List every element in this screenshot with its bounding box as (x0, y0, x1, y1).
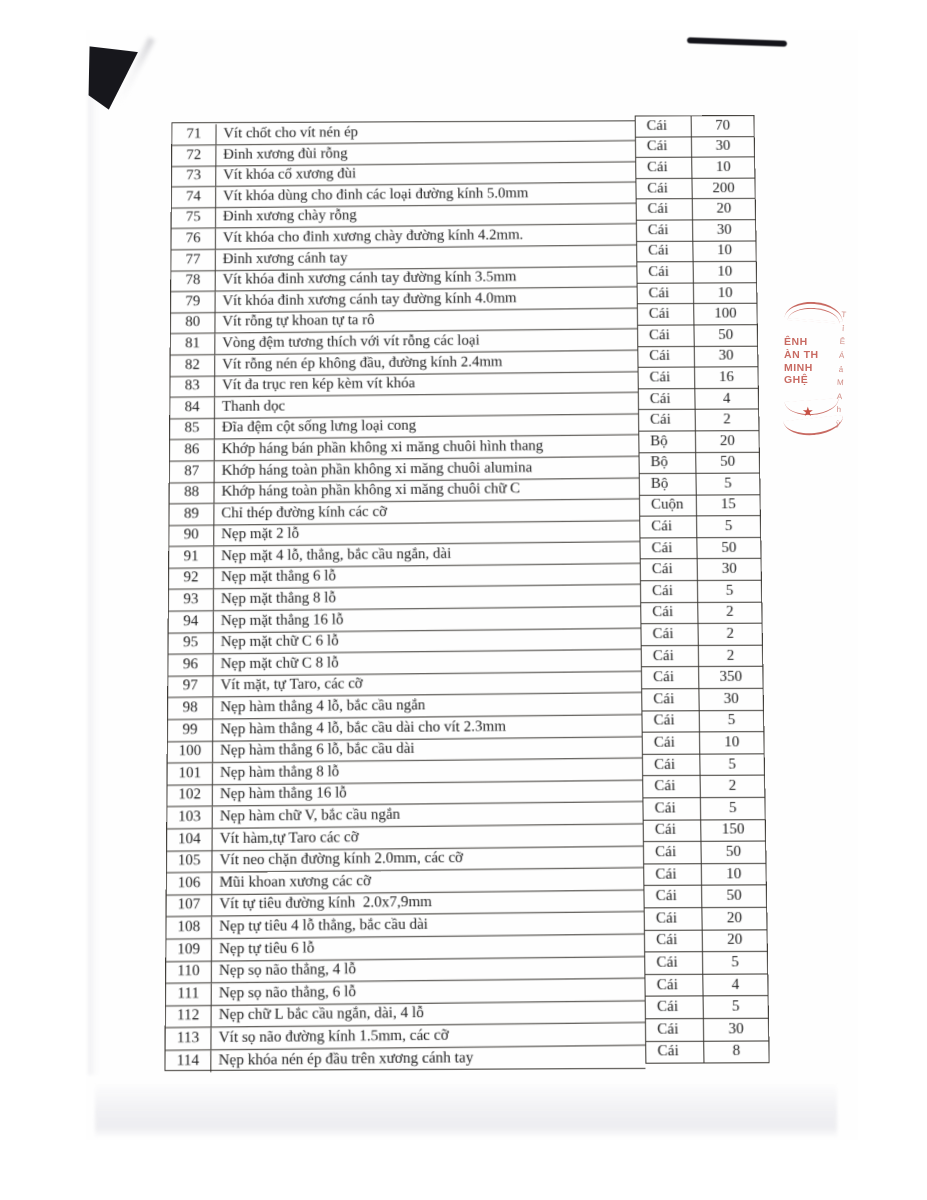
item-description-cell: Vít đa trục ren kép kèm vít khóa (222, 375, 416, 394)
item-description-cell: Nẹp mặt thẳng 6 lỗ (221, 568, 337, 586)
row-number-cell: 102 (167, 785, 212, 806)
table-row-right (636, 116, 754, 137)
item-unit-cell: Cái (637, 220, 693, 240)
item-description-cell: Nẹp hàm thẳng 16 lỗ (219, 785, 347, 803)
item-quantity-cell: 30 (718, 348, 734, 364)
item-description-cell: Vít tự tiêu đường kính 2.0x7,9mm (219, 893, 433, 913)
item-unit-cell: Cái (643, 733, 701, 754)
item-quantity-cell: 5 (731, 998, 740, 1015)
item-description-cell: Nẹp khóa nén ép đầu trên xương cánh tay (218, 1048, 474, 1069)
row-number-cell: 82 (171, 355, 216, 376)
item-description-cell: Nẹp hàm thẳng 8 lỗ (220, 763, 340, 781)
item-unit-cell: Cái (644, 864, 702, 885)
item-unit-cell: Cuộn (640, 495, 697, 516)
table-row-right (643, 732, 764, 754)
item-unit-cell: Cái (636, 137, 692, 157)
table-row-right (645, 974, 767, 997)
row-number-cell: 105 (167, 850, 213, 871)
row-number-cell: 108 (166, 917, 212, 939)
row-number-cell: 79 (171, 291, 216, 312)
item-quantity-cell: 30 (716, 221, 732, 238)
item-unit-cell: Cái (640, 538, 697, 559)
item-quantity-cell: 50 (721, 539, 737, 556)
row-number-cell: 113 (166, 1028, 212, 1050)
item-unit-cell: Cái (638, 304, 695, 324)
row-number-cell: 72 (172, 145, 216, 165)
item-unit-cell: Cái (643, 754, 701, 775)
row-number-cell: 78 (171, 270, 215, 290)
row-number-cell: 109 (166, 939, 212, 961)
item-unit-cell: Cái (636, 158, 692, 178)
row-number-cell: 71 (172, 124, 216, 144)
item-quantity-cell: 2 (726, 647, 735, 664)
item-quantity-cell: 4 (722, 390, 731, 407)
item-description-cell: Nẹp sọ não thẳng, 6 lỗ (218, 983, 357, 1002)
item-description-cell: Vít rỗng tự khoan tự ta rô (222, 312, 375, 330)
item-quantity-cell: 30 (728, 1020, 744, 1038)
row-number-cell: 94 (169, 611, 214, 632)
item-quantity-cell: 20 (716, 201, 732, 217)
table-row-right (646, 996, 768, 1019)
table-row-right (639, 452, 759, 474)
item-unit-cell: Cái (643, 776, 701, 797)
table-row-right (643, 754, 764, 776)
item-unit-cell: Cái (646, 1041, 704, 1063)
item-quantity-cell: 10 (717, 242, 733, 259)
item-unit-cell: Cái (639, 410, 696, 431)
table-row-right (640, 538, 760, 560)
item-description-cell: Mũi khoan xương các cỡ (219, 872, 372, 891)
items-table (164, 117, 769, 1071)
item-quantity-cell: 2 (723, 411, 731, 428)
table-right-grid (635, 115, 770, 1064)
item-unit-cell: Cái (638, 347, 695, 367)
table-row-right (639, 367, 758, 389)
item-quantity-cell: 2 (728, 777, 737, 795)
item-unit-cell: Bộ (639, 431, 696, 452)
table-row-right (640, 516, 760, 538)
table-row-right (640, 474, 760, 496)
table-row-right (637, 199, 755, 220)
row-number-cell: 96 (168, 654, 213, 675)
stamp-text-line: MINH (784, 361, 813, 374)
item-quantity-cell: 30 (715, 138, 731, 155)
item-quantity-cell: 5 (728, 756, 737, 773)
table-row-right (639, 389, 758, 411)
item-unit-cell: Cái (637, 262, 694, 282)
item-description-cell: Nẹp hàm thẳng 4 lỗ, bắc cầu dài cho vít 2.3mm (220, 717, 507, 738)
table-row-right (645, 930, 767, 953)
item-unit-cell: Cái (644, 820, 702, 841)
row-number-cell: 93 (169, 589, 214, 610)
item-description-cell: Nẹp mặt 2 lỗ (221, 525, 300, 543)
row-number-cell: 86 (170, 439, 215, 460)
item-description-cell: Đinh xương đùi rỗng (223, 145, 348, 163)
item-unit-cell: Cái (644, 842, 702, 863)
item-description-cell: Nẹp hàm thẳng 6 lỗ, bắc cầu dài (220, 740, 415, 759)
item-unit-cell: Cái (642, 646, 699, 667)
item-description-cell: Vít khóa cổ xương đùi (223, 166, 357, 183)
item-unit-cell: Bộ (639, 453, 696, 474)
item-quantity-cell: 10 (726, 865, 742, 883)
row-number-cell: 98 (168, 697, 213, 718)
item-quantity-cell: 10 (715, 159, 731, 175)
item-quantity-cell: 30 (721, 561, 737, 578)
item-quantity-cell: 5 (731, 954, 740, 971)
stamp-star-icon: ★ (802, 404, 814, 419)
table-row-right (646, 1041, 768, 1063)
overlap-seal-stamp (782, 296, 850, 444)
item-unit-cell: Cái (645, 952, 703, 973)
row-number-cell: 112 (166, 1005, 212, 1027)
row-number-cell: 104 (167, 828, 212, 849)
table-row-right (642, 646, 763, 668)
item-unit-cell: Cái (645, 908, 703, 929)
item-description-cell: Khớp háng toàn phần không xi măng chuôi chữ C (221, 480, 521, 500)
row-number-cell: 84 (170, 397, 215, 418)
row-number-cell: 74 (172, 187, 216, 207)
item-unit-cell: Cái (638, 325, 695, 345)
item-unit-cell: Cái (641, 624, 698, 645)
item-quantity-cell: 50 (725, 843, 742, 861)
item-unit-cell: Cái (639, 389, 696, 409)
item-quantity-cell: 4 (731, 976, 740, 993)
item-description-cell: Vít khóa cho đinh xương chày đường kính 4.2mm. (222, 226, 524, 246)
table-row-right (644, 842, 766, 865)
item-quantity-cell: 30 (723, 690, 739, 707)
stamp-edge-mark: M (836, 377, 844, 388)
item-quantity-cell: 350 (719, 669, 743, 686)
row-number-cell: 89 (170, 503, 215, 524)
row-number-cell: 110 (166, 961, 212, 983)
item-description-cell: Nẹp hàm chữ V, bắc cầu ngắn (219, 806, 401, 825)
stamp-edge-mark: Á (838, 350, 845, 361)
item-unit-cell: Cái (638, 283, 695, 303)
item-description-cell: Khớp háng toàn phần không xi măng chuôi alumina (221, 459, 533, 479)
table-row-right (645, 952, 767, 975)
item-description-cell: Vít rỗng nén ép không đầu, đường kính 2.4mm (222, 353, 503, 372)
table-row-right (638, 283, 757, 305)
item-quantity-cell: 20 (719, 432, 735, 449)
row-number-cell: 83 (170, 376, 215, 397)
item-description-cell: Nẹp mặt thẳng 8 lỗ (220, 589, 337, 608)
item-unit-cell: Cái (645, 975, 703, 996)
item-description-cell: Nẹp tự tiêu 6 lỗ (219, 939, 315, 957)
item-description-cell: Vòng đệm tương thích với vít rỗng các loại (222, 332, 480, 351)
item-description-cell: Vít neo chặn đường kính 2.0mm, các cỡ (219, 849, 464, 869)
stamp-edge-mark: T (841, 309, 847, 320)
table-row-right (644, 820, 765, 842)
row-number-cell: 80 (171, 312, 216, 333)
table-row-right (642, 711, 763, 733)
item-description-cell: Nẹp tự tiêu 4 lỗ thẳng, bắc cầu dài (219, 916, 429, 935)
table-row-right (643, 798, 764, 820)
item-quantity-cell: 10 (717, 263, 733, 280)
item-quantity-cell: 50 (726, 887, 742, 905)
table-row-right (639, 410, 758, 432)
stamp-text-line: ÀN TH (784, 348, 819, 361)
row-number-cell: 81 (171, 333, 216, 354)
item-unit-cell: Cái (646, 997, 704, 1018)
row-number-cell: 92 (169, 568, 214, 589)
table-row-right (638, 304, 757, 326)
row-number-cell: 77 (171, 249, 215, 269)
table-row-right (645, 908, 767, 931)
item-description-cell: Nẹp hàm thẳng 4 lỗ, bắc cầu ngắn (220, 697, 426, 716)
row-number-cell: 75 (172, 207, 216, 227)
item-quantity-cell: 50 (718, 326, 734, 343)
item-description-cell: Vít chốt cho vít nén ép (223, 124, 359, 142)
page-edge-shadow-left (88, 95, 102, 1075)
table-row-right (638, 325, 757, 347)
row-number-cell: 111 (166, 983, 212, 1005)
item-description-cell: Vít khóa dùng cho đinh các loại đường kính 5.0mm (223, 185, 529, 204)
row-number-cell: 87 (170, 461, 215, 482)
item-description-cell: Vít khóa đinh xương cánh tay đường kính 4.0mm (222, 289, 517, 309)
item-description-cell: Nẹp mặt thẳng 16 lỗ (220, 611, 344, 629)
table-row-right (642, 667, 763, 689)
item-quantity-cell: 8 (732, 1042, 741, 1060)
row-number-cell: 73 (172, 166, 216, 186)
row-number-cell: 97 (168, 676, 213, 697)
item-quantity-cell: 50 (720, 454, 736, 471)
item-quantity-cell: 2 (726, 604, 734, 621)
stamp-edge-mark: h (836, 405, 842, 415)
row-number-cell: 106 (167, 872, 213, 894)
row-number-cell: 95 (169, 632, 214, 653)
item-unit-cell: Cái (637, 199, 693, 219)
row-number-cell: 76 (172, 228, 216, 248)
stamp-edge-mark: ỳ (835, 418, 841, 429)
table-row-right (637, 241, 756, 262)
table-row-right (643, 776, 764, 798)
item-quantity-cell: 5 (725, 582, 734, 599)
item-quantity-cell: 20 (727, 931, 743, 949)
item-quantity-cell: 15 (720, 496, 736, 513)
item-quantity-cell: 5 (728, 799, 737, 817)
item-quantity-cell: 10 (717, 284, 733, 301)
table-row-right (644, 864, 766, 887)
item-description-cell: Vít sọ não đường kính 1.5mm, các cỡ (218, 1026, 449, 1046)
row-number-cell: 85 (170, 418, 215, 439)
item-quantity-cell: 200 (712, 180, 735, 196)
table-row-right (639, 431, 759, 453)
item-quantity-cell: 5 (724, 518, 733, 535)
item-unit-cell: Cái (640, 517, 697, 538)
page-edge-shadow-bottom (95, 1082, 837, 1138)
table-row-right (637, 262, 756, 284)
table-row-right (636, 158, 754, 179)
stamp-edge-mark: ỉ (842, 323, 845, 333)
stamp-text-lines (784, 336, 830, 387)
table-row-right (642, 689, 763, 711)
item-description-cell: Nẹp chữ L bắc cầu ngắn, dài, 4 lỗ (218, 1004, 424, 1024)
item-quantity-cell: 5 (727, 712, 736, 729)
item-unit-cell: Cái (639, 368, 696, 388)
item-description-cell: Chỉ thép đường kính các cỡ (221, 503, 388, 522)
stamp-edge-marks (831, 310, 851, 429)
item-unit-cell: Cái (642, 689, 700, 710)
stamp-edge-mark: ả (838, 364, 844, 374)
stamp-edge-mark: Ê (839, 337, 846, 347)
item-description-cell: Đinh xương cánh tay (222, 249, 348, 267)
item-description-cell: Vít hàm,tự Taro các cỡ (219, 828, 359, 847)
stamp-edge-mark: A (836, 391, 843, 401)
item-description-cell: Vít mặt, tự Taro, các cỡ (220, 675, 363, 694)
table-row-right (638, 346, 757, 368)
item-unit-cell: Cái (637, 241, 693, 261)
item-description-cell: Thanh dọc (221, 397, 286, 415)
row-number-cell: 88 (170, 482, 215, 503)
row-number-cell: 99 (168, 719, 213, 740)
table-row-right (640, 495, 760, 517)
item-quantity-cell: 100 (714, 305, 737, 322)
item-quantity-cell: 16 (718, 369, 734, 385)
row-number-cell: 91 (169, 546, 214, 567)
item-description-cell: Nẹp mặt chữ C 6 lỗ (220, 632, 339, 651)
table-row-right (636, 178, 754, 199)
item-unit-cell: Cái (636, 179, 692, 199)
item-description-cell: Vít khóa đinh xương cánh tay đường kính 3.5mm (222, 268, 517, 288)
row-number-cell: 107 (167, 894, 213, 916)
row-number-cell: 100 (168, 741, 213, 762)
item-unit-cell: Cái (642, 667, 699, 688)
table-row-right (641, 581, 761, 603)
item-quantity-cell: 10 (724, 734, 740, 751)
item-unit-cell: Cái (645, 930, 703, 951)
table-row (166, 1045, 646, 1071)
item-unit-cell: Cái (643, 798, 701, 819)
item-unit-cell: Cái (641, 603, 698, 624)
table-row-right (641, 624, 762, 646)
table-row-right (636, 137, 754, 158)
table-row-right (637, 220, 756, 241)
item-quantity-cell: 20 (726, 909, 743, 927)
item-description-cell: Nẹp sọ não thẳng, 4 lỗ (218, 961, 357, 980)
item-unit-cell: Cái (646, 1019, 704, 1041)
row-number-cell: 103 (167, 807, 212, 828)
item-unit-cell: Cái (644, 886, 702, 907)
row-number-cell: 114 (166, 1050, 212, 1072)
table-row-right (641, 602, 761, 624)
item-description-cell: Khớp háng bán phần không xi măng chuôi hình thang (221, 437, 544, 457)
item-unit-cell: Cái (641, 581, 698, 602)
item-description-cell: Nẹp mặt 4 lỗ, thẳng, bắc cầu ngắn, dài (221, 545, 452, 564)
row-number-cell: 90 (169, 525, 214, 546)
item-description-cell: Đinh xương chày rỗng (222, 207, 357, 225)
table-left-grid (164, 120, 645, 1071)
item-quantity-cell: 5 (724, 475, 732, 492)
table-row-right (641, 559, 761, 581)
stamp-text-line: ÊNH (784, 336, 808, 348)
item-description-cell: Đĩa đệm cột sống lưng loại cong (221, 417, 417, 436)
item-quantity-cell: 150 (721, 821, 745, 839)
item-description-cell: Nẹp mặt chữ C 8 lỗ (220, 654, 339, 672)
item-unit-cell: Cái (636, 116, 692, 136)
item-quantity-cell: 2 (726, 625, 735, 642)
item-unit-cell: Cái (642, 711, 700, 732)
item-unit-cell: Cái (641, 560, 698, 581)
item-quantity-cell: 70 (715, 117, 731, 134)
table-row-right (646, 1019, 768, 1042)
stamp-text-line: GHỆ (784, 374, 809, 387)
row-number-cell: 101 (168, 763, 213, 784)
table-row-right (644, 886, 766, 909)
item-unit-cell: Bộ (640, 474, 697, 495)
